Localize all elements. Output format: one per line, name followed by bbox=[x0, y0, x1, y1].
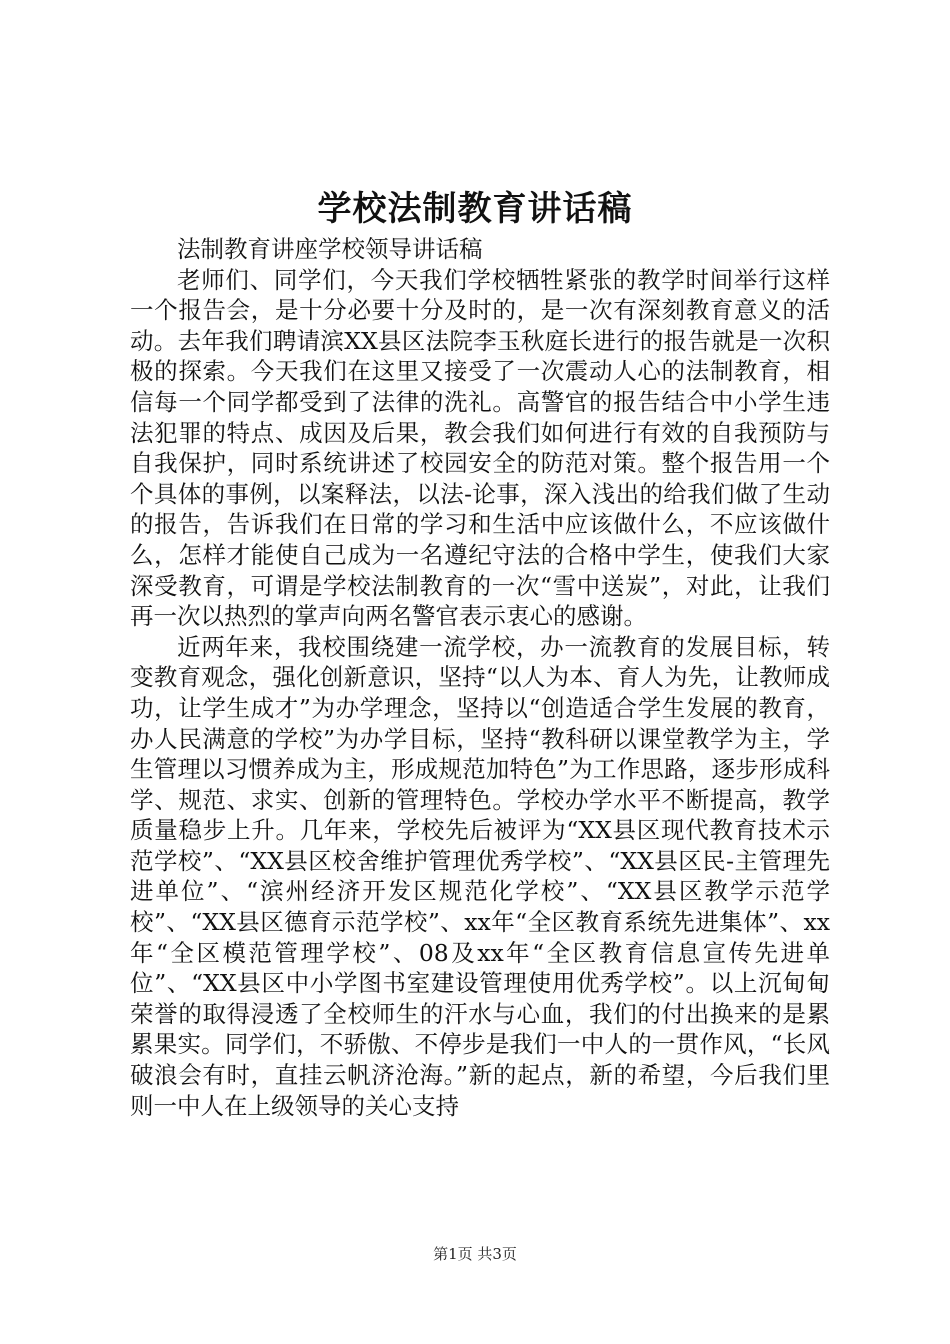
document-body bbox=[130, 234, 830, 1121]
document-title: 学校法制教育讲话稿 bbox=[317, 189, 633, 229]
paragraph-opening: 老师们、同学们，今天我们学校牺牲紧张的教学时间举行这样一个报告会，是十分必要十分及时的，是一次有深刻教育意义的活动。去年我们聘请滨XX县区法院李玉秋庭长进行的报告就是一次积极的探索。今天我们在这里又接受了一次震动人心的法制教育，相信每一个同学都受到了法律的洗礼。高警官的报告结合中小学生违法犯罪的特点、成因及后果，教会我们如何进行有效的自我预防与自我保护，同时系统讲述了校园安全的防范对策。整个报告用一个个具体的事例，以案释法，以法-论事，深入浅出的给我们做了生动的报告，告诉我们在日常的学习和生活中应该做什么，不应该做什么，怎样才能使自己成为一名遵纪守法的合格中学生，使我们大家深受教育，可谓是学校法制教育的一次“雪中送炭”，对此，让我们再一次以热烈的掌声向两名警官表示衷心的感谢。 bbox=[130, 265, 830, 631]
paragraph-subtitle: 法制教育讲座学校领导讲话稿 bbox=[177, 235, 483, 263]
paragraph-achievements: 近两年来，我校围绕建一流学校，办一流教育的发展目标，转变教育观念，强化创新意识，坚持“以人为本、育人为先，让教师成功，让学生成才”为办学理念，坚持以“创造适合学生发展的教育，办人民满意的学校”为办学目标，坚持“教科研以课堂教学为主，学生管理以习惯养成为主，形成规范加特色”为工作思路，逐步形成科学、规范、求实、创新的管理特色。学校办学水平不断提高，教学质量稳步上升。几年来，学校先后被评为“XX县区现代教育技术示范学校”、“XX县区校舍维护管理优秀学校”、“XX县区民-主管理先进单位”、“滨州经济开发区规范化学校”、“XX县区教学示范学校”、“XX县区德育示范学校”、xx年“全区教育系统先进集体”、xx年“全区模范管理学校”、08及xx年“全区教育信息宣传先进单位”、“XX县区中小学图书室建设管理使用优秀学校”。以上沉甸甸荣誉的取得浸透了全校师生的汗水与心血，我们的付出换来的是累累果实。同学们，不骄傲、不停步是我们一中人的一贯作风，“长风破浪会有时，直挂云帆济沧海。”新的起点，新的希望，今后我们里则一中人在上级领导的关心支持 bbox=[130, 632, 830, 1120]
page-footer: 第1页 共3页 bbox=[433, 1245, 517, 1263]
